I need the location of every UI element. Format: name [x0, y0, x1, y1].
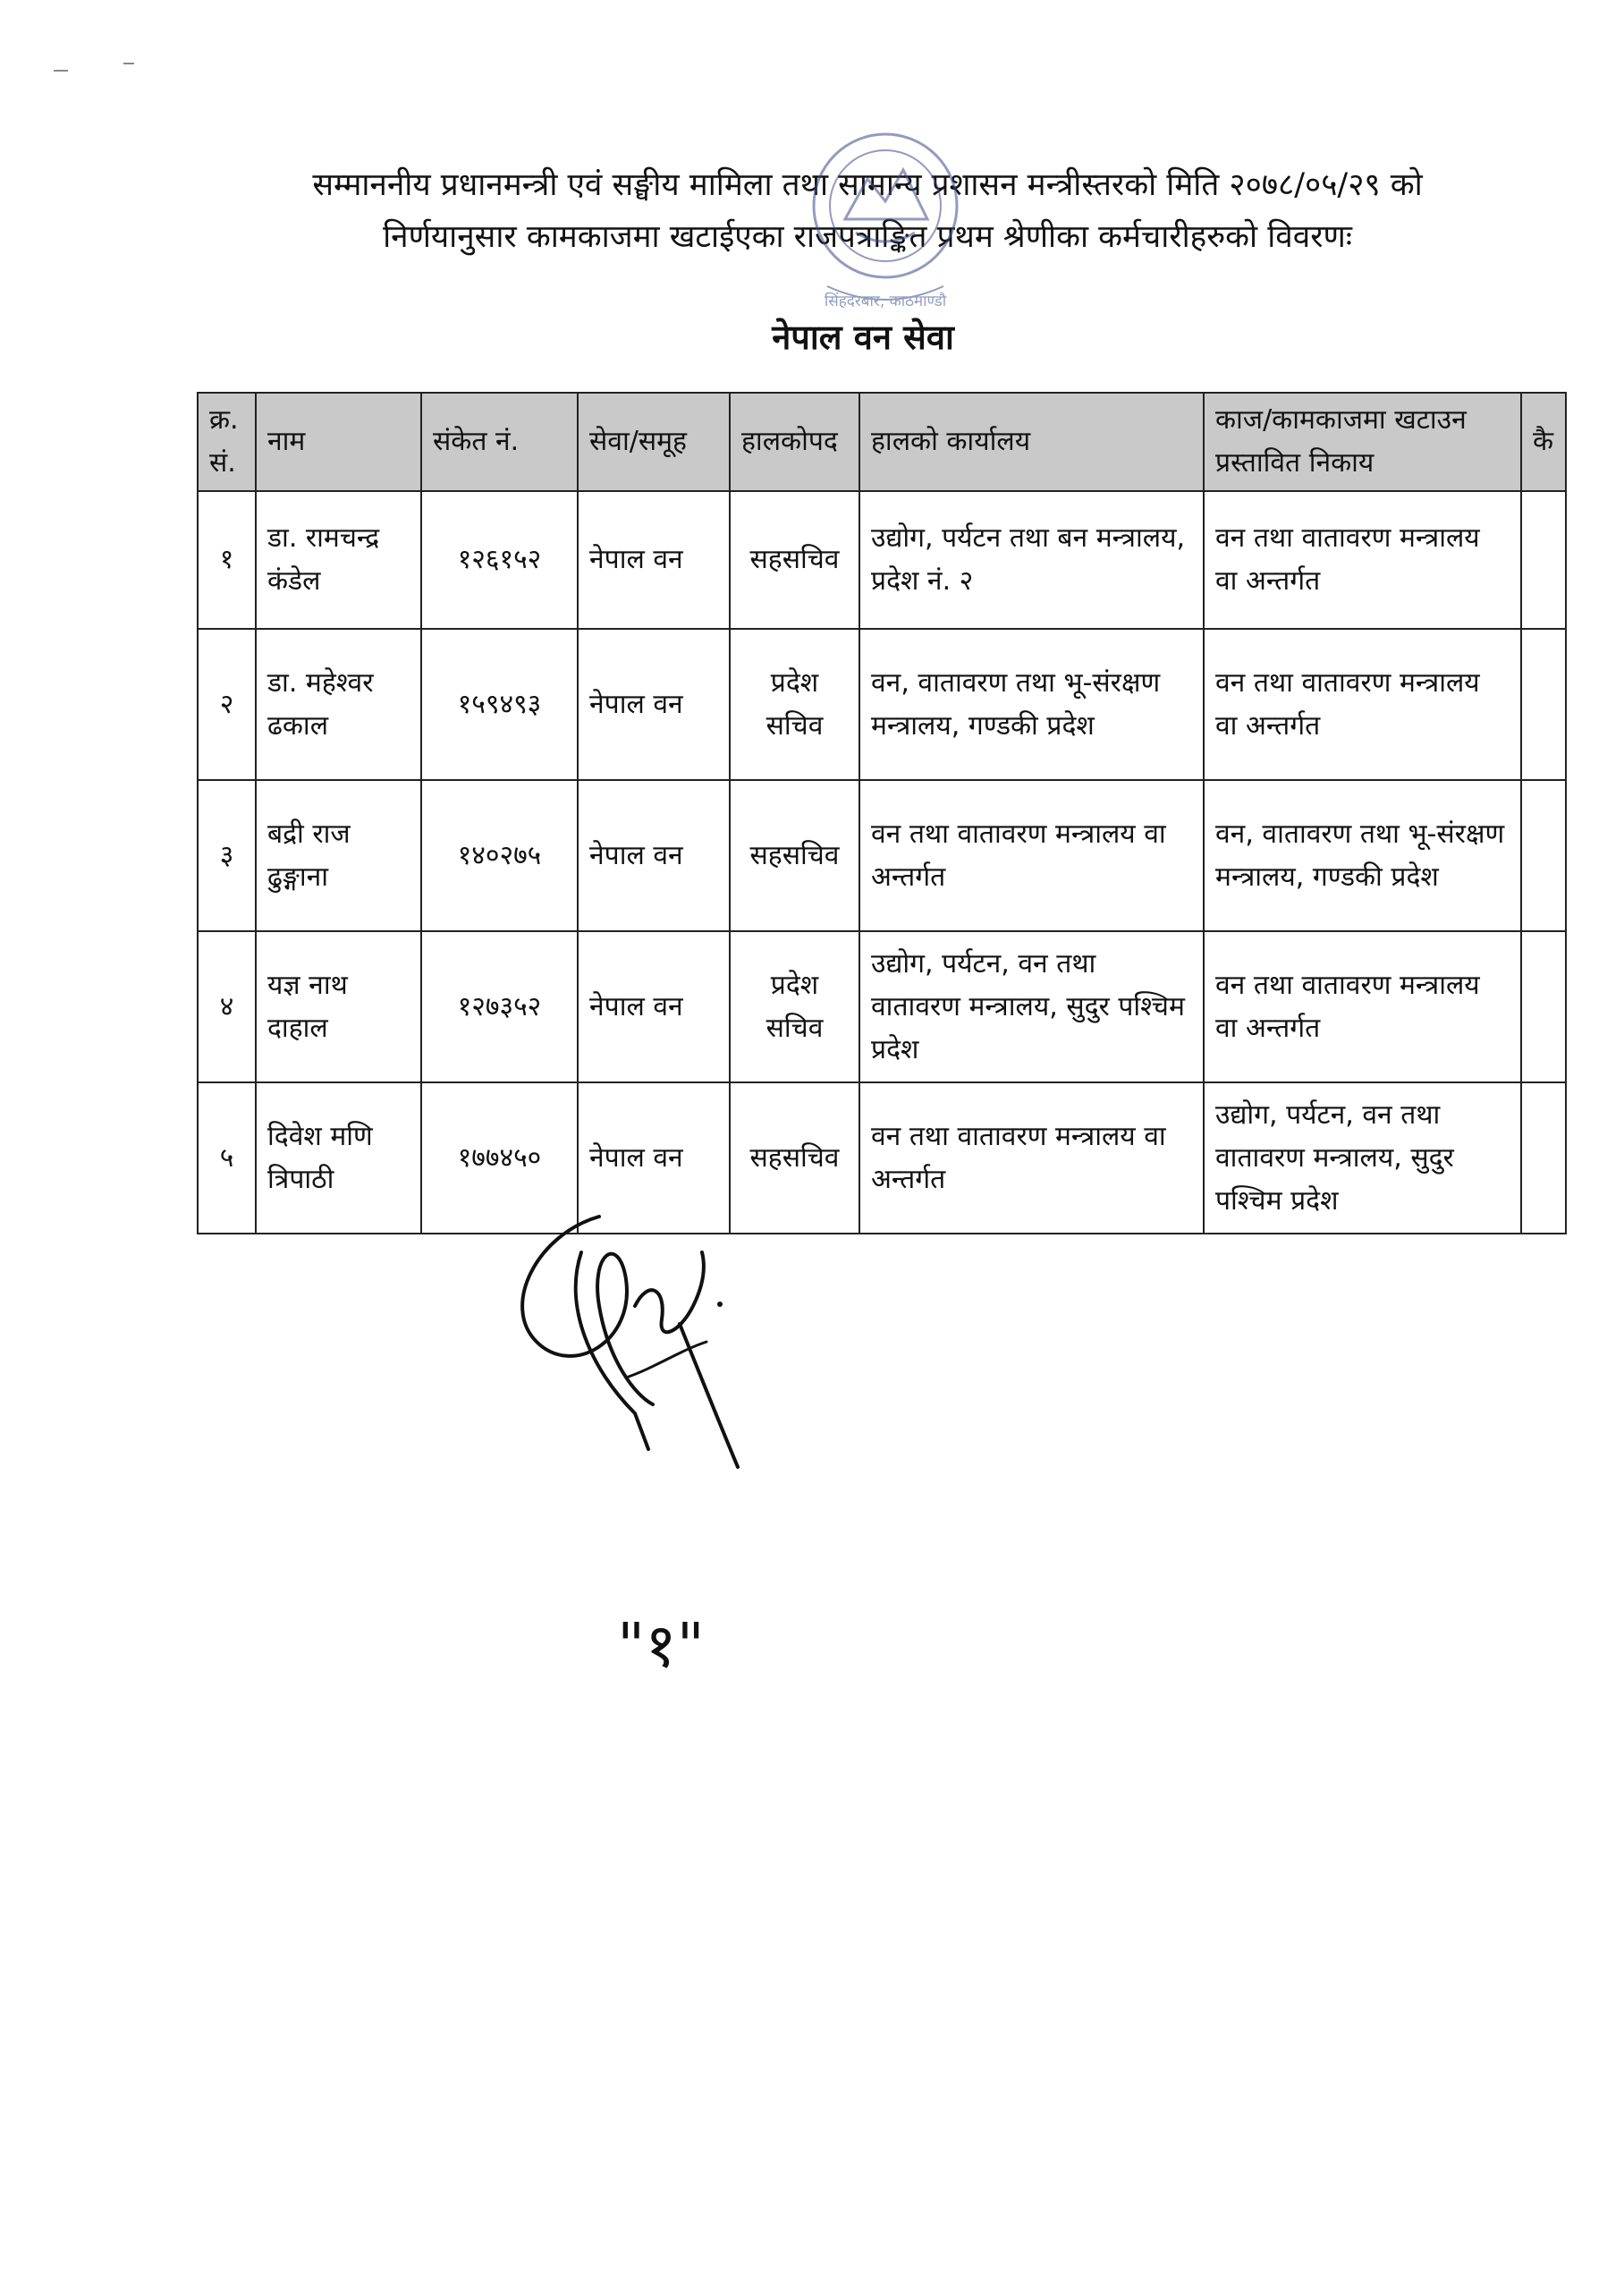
cell-service: नेपाल वन — [578, 931, 730, 1082]
document-heading-line1: सम्माननीय प्रधानमन्त्री एवं सङ्घीय मामिला तथा सामान्य प्रशासन मन्त्रीस्तरको मिति २०७८/०५/२९ को — [312, 167, 1423, 203]
cell-name: बद्री राज ढुङ्गाना — [256, 780, 421, 931]
cell-position: सहसचिव — [730, 491, 859, 629]
scan-mark — [54, 70, 68, 72]
header-proposed-body: काज/कामकाजमा खटाउन प्रस्तावित निकाय — [1204, 393, 1521, 491]
cell-current-office: वन तथा वातावरण मन्त्रालय वा अन्तर्गत — [859, 780, 1204, 931]
header-current-office: हालको कार्यालय — [859, 393, 1204, 491]
header-remarks: कै — [1521, 393, 1566, 491]
cell-position: सहसचिव — [730, 780, 859, 931]
cell-proposed-body: वन तथा वातावरण मन्त्रालय वा अन्तर्गत — [1204, 629, 1521, 780]
cell-name: डा. महेश्वर ढकाल — [256, 629, 421, 780]
cell-proposed-body: वन तथा वातावरण मन्त्रालय वा अन्तर्गत — [1204, 931, 1521, 1082]
cell-current-office: वन तथा वातावरण मन्त्रालय वा अन्तर्गत — [859, 1082, 1204, 1234]
header-service: सेवा/समूह — [578, 393, 730, 491]
cell-proposed-body: वन तथा वातावरण मन्त्रालय वा अन्तर्गत — [1204, 491, 1521, 629]
cell-sn: १ — [198, 491, 256, 629]
cell-code: १७७४५० — [421, 1082, 578, 1234]
cell-service: नेपाल वन — [578, 1082, 730, 1234]
cell-name: यज्ञ नाथ दाहाल — [256, 931, 421, 1082]
table-row — [198, 629, 1566, 780]
seal-text: सिंहदरबार, काठमाण्डौ — [824, 293, 947, 310]
table-header-row — [198, 393, 1566, 491]
cell-remarks — [1521, 931, 1566, 1082]
cell-sn: ४ — [198, 931, 256, 1082]
cell-position: प्रदेश सचिव — [730, 931, 859, 1082]
cell-name: डा. रामचन्द्र कंडेल — [256, 491, 421, 629]
header-position: हालकोपद — [730, 393, 859, 491]
cell-service: नेपाल वन — [578, 780, 730, 931]
page-number: "१" — [617, 1611, 705, 1682]
table-row — [198, 931, 1566, 1082]
document-heading-line2: निर्णयानुसार कामकाजमा खटाईएका राजपत्राङ्कित प्रथम श्रेणीका कर्मचारीहरुको विवरणः — [383, 219, 1352, 255]
cell-service: नेपाल वन — [578, 491, 730, 629]
cell-remarks — [1521, 629, 1566, 780]
cell-proposed-body: उद्योग, पर्यटन, वन तथा वातावरण मन्त्रालय, सुदुर पश्चिम प्रदेश — [1204, 1082, 1521, 1234]
cell-sn: २ — [198, 629, 256, 780]
government-seal-icon — [774, 107, 997, 331]
cell-code: १४०२७५ — [421, 780, 578, 931]
cell-remarks — [1521, 1082, 1566, 1234]
cell-position: सहसचिव — [730, 1082, 859, 1234]
cell-proposed-body: वन, वातावरण तथा भू-संरक्षण मन्त्रालय, गण्डकी प्रदेश — [1204, 780, 1521, 931]
handwritten-signature-icon — [501, 1199, 787, 1476]
cell-remarks — [1521, 780, 1566, 931]
cell-current-office: उद्योग, पर्यटन तथा बन मन्त्रालय, प्रदेश नं. २ — [859, 491, 1204, 629]
cell-position: प्रदेश सचिव — [730, 629, 859, 780]
service-title: नेपाल वन सेवा — [772, 318, 954, 357]
cell-sn: ५ — [198, 1082, 256, 1234]
header-sn: क्र. सं. — [198, 393, 256, 491]
cell-code: १५९४९३ — [421, 629, 578, 780]
cell-name: दिवेश मणि त्रिपाठी — [256, 1082, 421, 1234]
cell-service: नेपाल वन — [578, 629, 730, 780]
employee-table — [197, 392, 1567, 1234]
table-row — [198, 780, 1566, 931]
cell-current-office: उद्योग, पर्यटन, वन तथा वातावरण मन्त्रालय, सुदुर पश्चिम प्रदेश — [859, 931, 1204, 1082]
table-row — [198, 491, 1566, 629]
table-row — [198, 1082, 1566, 1234]
cell-code: १२६१५२ — [421, 491, 578, 629]
cell-sn: ३ — [198, 780, 256, 931]
cell-remarks — [1521, 491, 1566, 629]
cell-code: १२७३५२ — [421, 931, 578, 1082]
header-name: नाम — [256, 393, 421, 491]
header-code: संकेत नं. — [421, 393, 578, 491]
scan-mark — [123, 63, 134, 64]
cell-current-office: वन, वातावरण तथा भू-संरक्षण मन्त्रालय, गण्डकी प्रदेश — [859, 629, 1204, 780]
